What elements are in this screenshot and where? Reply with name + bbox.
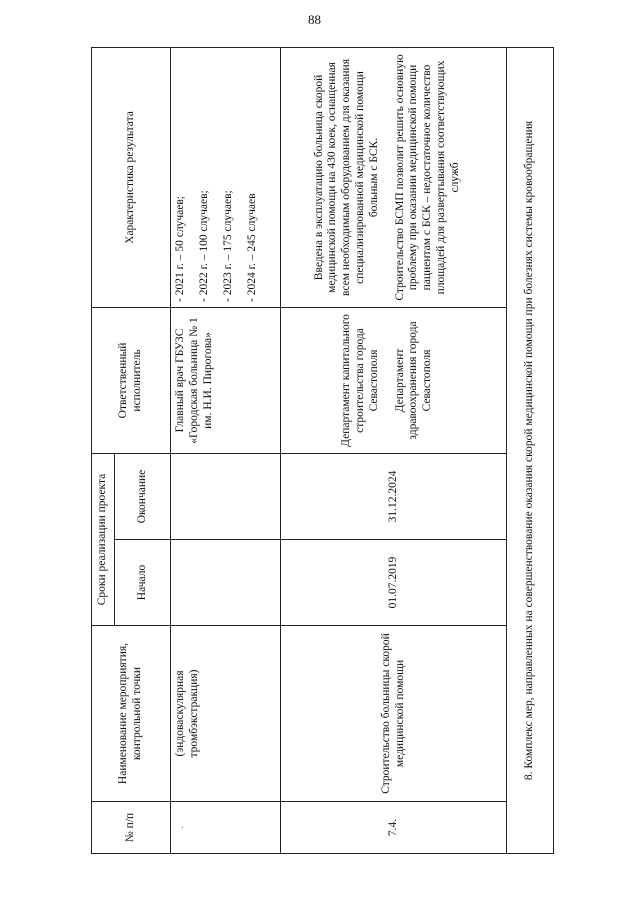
section-row xyxy=(507,47,554,853)
section-title: 8. Комплекс мер, направленных на совершенствование оказания скорой медицинской помощи при болезнях системы кровообращения xyxy=(507,47,554,853)
list-item: - 2022 г. – 100 случаев; xyxy=(197,190,210,302)
header-executor: Ответственный исполнитель xyxy=(92,307,171,453)
row2-num: 7.4. xyxy=(281,802,507,854)
row2-result xyxy=(281,47,507,307)
header-terms: Сроки реализации проекта xyxy=(92,453,115,625)
row2-executor-2: Департамент здравоохранения города Севастополя xyxy=(393,321,434,440)
list-item: - 2023 г. – 175 случаев; xyxy=(221,190,234,302)
measures-table xyxy=(91,47,554,854)
row2-name: Строительство больницы скорой медицинской помощи xyxy=(281,626,507,802)
header-result: Характеристика результата xyxy=(92,47,171,307)
table-header-row xyxy=(92,47,115,853)
row2-executor xyxy=(281,307,507,453)
row1-result-list xyxy=(174,53,259,302)
header-num: № п/п xyxy=(92,802,171,854)
row2-result-2: Строительство БСМП позволит решить основную проблему при оказании медицинской помощи пациентам с БСК – недостаточное количество площадей для развертывания соответствующих служб xyxy=(393,54,461,301)
list-item: - 2021 г. – 50 случаев; xyxy=(174,196,187,302)
row1-name: (эндоваскулярная тромбэкстракция) xyxy=(171,626,281,802)
rotated-table-container xyxy=(91,48,554,854)
row1-num-text: . xyxy=(175,826,186,829)
header-start: Начало xyxy=(115,540,171,626)
row1-end xyxy=(171,453,281,539)
row1-result xyxy=(171,47,281,307)
row2-end: 31.12.2024 xyxy=(281,453,507,539)
header-end: Окончание xyxy=(115,453,171,539)
row1-executor: Главный врач ГБУЗС «Городская больница № 1 им. Н.И. Пирогова» xyxy=(171,307,281,453)
list-item: - 2024 г. – 245 случаев xyxy=(245,193,258,302)
row2-executor-1: Департамент капитального строительства города Севастополя xyxy=(340,314,380,447)
row2-start: 01.07.2019 xyxy=(281,540,507,626)
row1-num xyxy=(171,802,281,854)
row1-start xyxy=(171,540,281,626)
table-row xyxy=(281,47,507,853)
table-row xyxy=(171,47,281,853)
page-number: 88 xyxy=(308,12,321,27)
header-name: Наименование мероприятия, контрольной точки xyxy=(92,626,171,802)
row2-result-1: Введена в эксплуатацию больница скорой медицинской помощи на 430 коек, оснащенная всем необходимым оборудованием для оказания специализированной медицинской помощи больным с БСК. xyxy=(312,59,380,296)
